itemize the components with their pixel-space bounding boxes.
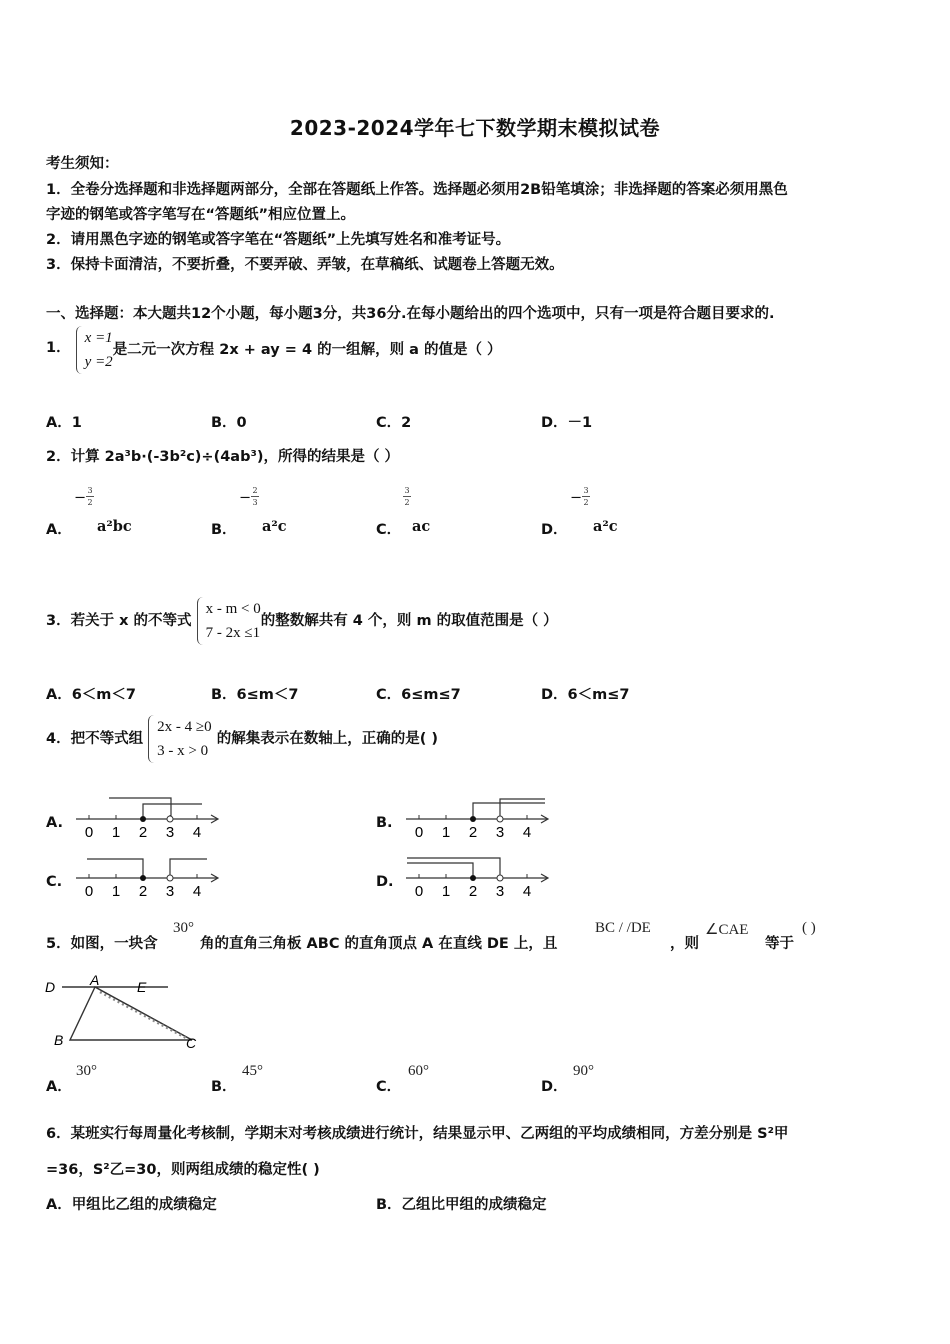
q4-c-tick-1: 1 <box>111 883 121 900</box>
notice-item-1a: 1．全卷分选择题和非选择题两部分，全部在答题纸上作答。选择题必须用2B铅笔填涂；非选择题的答案必须用黑色 <box>46 182 788 198</box>
q2-d-fraction <box>582 486 590 507</box>
q4-pre: 4．把不等式组 <box>46 731 144 747</box>
q5-then: ，则 <box>670 936 699 952</box>
q3-system-eq2: 7 - 2x ≤1 <box>205 625 261 641</box>
q2-b-frac-num: 2 <box>252 486 258 495</box>
q5-option-c-value: 60° <box>408 1063 429 1079</box>
q2-d-tail: a²c <box>593 518 618 535</box>
q4-b-tick-4: 4 <box>522 824 532 841</box>
notice-item-1b: 字迹的钢笔或答字笔写在“答题纸”相应位置上。 <box>46 207 356 223</box>
q3-option-d[interactable]: D．6＜m≤7 <box>541 687 630 703</box>
q4-a-tick-2: 2 <box>138 824 148 841</box>
q5-label-e: E <box>137 979 147 995</box>
q5-pre: 5．如图，一块含 <box>46 936 158 952</box>
q4-c-tick-2: 2 <box>138 883 148 900</box>
q2-a-frac-den: 2 <box>87 498 93 507</box>
q4-b-tick-1: 1 <box>441 824 451 841</box>
q5-option-d[interactable]: D． <box>541 1079 568 1095</box>
q6-option-b[interactable]: B．乙组比甲组的成绩稳定 <box>376 1197 547 1213</box>
notice-heading: 考生须知： <box>46 156 119 172</box>
notice-item-3: 3．保持卡面清洁，不要折叠，不要弄破、弄皱，在草稿纸、试题卷上答题无效。 <box>46 257 564 273</box>
q4-d-tick-2: 2 <box>468 883 478 900</box>
q3-system-eq1: x - m < 0 <box>205 601 261 617</box>
q4-d-tick-4: 4 <box>522 883 532 900</box>
q2-a-fraction <box>86 486 94 507</box>
q4-d-tick-0: 0 <box>414 883 424 900</box>
q2-d-minus: − <box>570 490 583 506</box>
q4-c-tick-0: 0 <box>84 883 94 900</box>
q6-line-1: 6．某班实行每周量化考核制，学期末对考核成绩进行统计，结果显示甲、乙两组的平均成绩相同，方差分别是 S²甲 <box>46 1126 789 1142</box>
q4-b-tick-2: 2 <box>468 824 478 841</box>
q4-system-eq2: 3 - x > 0 <box>157 743 209 759</box>
q4-a-tick-3: 3 <box>165 824 175 841</box>
q2-c-tail: ac <box>412 518 431 535</box>
q5-option-b[interactable]: B． <box>211 1079 237 1095</box>
q3-option-b[interactable]: B．6≤m＜7 <box>211 687 299 703</box>
q3-post: 的整数解共有 4 个，则 m 的取值范围是（ ） <box>260 613 558 629</box>
q3-pre: 3．若关于 x 的不等式 <box>46 613 192 629</box>
q2-d-frac-den: 2 <box>583 498 589 507</box>
q2-b-frac-den: 3 <box>252 498 258 507</box>
q4-c-tick-3: 3 <box>165 883 175 900</box>
q4-d-tick-3: 3 <box>495 883 505 900</box>
q4-numberline-b <box>402 795 557 841</box>
q4-a-tick-1: 1 <box>111 824 121 841</box>
q4-numberline-d <box>402 854 557 900</box>
q4-option-c[interactable]: C. <box>46 874 63 890</box>
q1-system-eq2: y =2 <box>84 354 113 370</box>
q2-c-fraction <box>403 486 411 507</box>
q3-option-c[interactable]: C．6≤m≤7 <box>376 687 461 703</box>
q1-text: 是二元一次方程 2x + ay = 4 的一组解，则 a 的值是（ ） <box>112 342 502 358</box>
q5-option-b-value: 45° <box>242 1063 263 1079</box>
question-3 <box>46 597 558 645</box>
q1-number: 1． <box>46 340 71 356</box>
q4-option-d[interactable]: D. <box>376 874 394 890</box>
q2-option-a[interactable]: A． <box>46 522 72 538</box>
q4-option-b[interactable]: B. <box>376 815 393 831</box>
q4-option-a[interactable]: A. <box>46 815 63 831</box>
q4-b-tick-3: 3 <box>495 824 505 841</box>
q5-condition: BC / /DE <box>595 920 651 936</box>
q5-paren: ( ) <box>802 920 816 936</box>
question-4 <box>46 715 438 763</box>
q4-d-tick-1: 1 <box>441 883 451 900</box>
q2-b-tail: a²c <box>262 518 287 535</box>
q4-b-tick-0: 0 <box>414 824 424 841</box>
q4-numberline-a <box>72 795 227 841</box>
q1-option-c[interactable]: C．2 <box>376 415 412 431</box>
q3-system <box>197 597 261 645</box>
q5-option-d-value: 90° <box>573 1063 594 1079</box>
q5-label-c: C <box>186 1035 197 1051</box>
q4-a-tick-0: 0 <box>84 824 94 841</box>
q2-a-frac-num: 3 <box>87 486 93 495</box>
q5-label-b: B <box>54 1032 64 1048</box>
q5-label-a: A <box>90 972 100 988</box>
q5-option-a[interactable]: A． <box>46 1079 72 1095</box>
q3-option-a[interactable]: A．6＜m＜7 <box>46 687 137 703</box>
q2-b-minus: − <box>239 490 252 506</box>
q4-post: 的解集表示在数轴上，正确的是( ) <box>216 731 439 747</box>
section-1-heading: 一、选择题：本大题共12个小题，每小题3分，共36分.在每小题给出的四个选项中，只有一项是符合题目要求的. <box>46 306 775 322</box>
q2-option-d[interactable]: D． <box>541 522 568 538</box>
q4-system <box>148 715 211 763</box>
q1-option-d[interactable]: D．－1 <box>541 415 593 431</box>
q5-label-d: D <box>45 979 56 995</box>
question-1 <box>46 326 502 374</box>
q2-b-fraction <box>251 486 259 507</box>
q1-option-a[interactable]: A．1 <box>46 415 82 431</box>
q2-c-frac-den: 2 <box>404 498 410 507</box>
q4-a-tick-4: 4 <box>192 824 202 841</box>
q2-a-tail: a²bc <box>97 518 132 535</box>
q6-option-a[interactable]: A．甲组比乙组的成绩稳定 <box>46 1197 217 1213</box>
q2-d-frac-num: 3 <box>583 486 589 495</box>
question-2: 2．计算 2a³b·(-3b²c)÷(4ab³)，所得的结果是（ ） <box>46 449 399 465</box>
q4-system-eq1: 2x - 4 ≥0 <box>157 719 212 735</box>
q5-mid: 角的直角三角板 ABC 的直角顶点 A 在直线 DE 上，且 <box>200 936 558 952</box>
q5-option-a-value: 30° <box>76 1063 97 1079</box>
q4-c-tick-4: 4 <box>192 883 202 900</box>
page-title: 2023-2024学年七下数学期末模拟试卷 <box>289 116 661 140</box>
q5-degree: 30° <box>173 920 194 936</box>
q5-option-c[interactable]: C． <box>376 1079 402 1095</box>
q2-a-minus: − <box>74 490 87 506</box>
q2-option-c[interactable]: C． <box>376 522 402 538</box>
q2-option-b[interactable]: B． <box>211 522 237 538</box>
q6-line-2: =36，S²乙=30，则两组成绩的稳定性( ) <box>46 1162 320 1178</box>
q5-triangle-figure <box>40 972 210 1052</box>
notice-item-2: 2．请用黑色字迹的钢笔或答字笔在“答题纸”上先填写姓名和准考证号。 <box>46 232 511 248</box>
q1-system-eq1: x =1 <box>84 330 113 346</box>
q5-post: 等于 <box>765 936 794 952</box>
q4-numberline-c <box>72 854 227 900</box>
q1-option-b[interactable]: B．0 <box>211 415 247 431</box>
q2-c-frac-num: 3 <box>404 486 410 495</box>
q5-angle: ∠CAE <box>705 922 749 938</box>
q1-system <box>76 326 113 374</box>
